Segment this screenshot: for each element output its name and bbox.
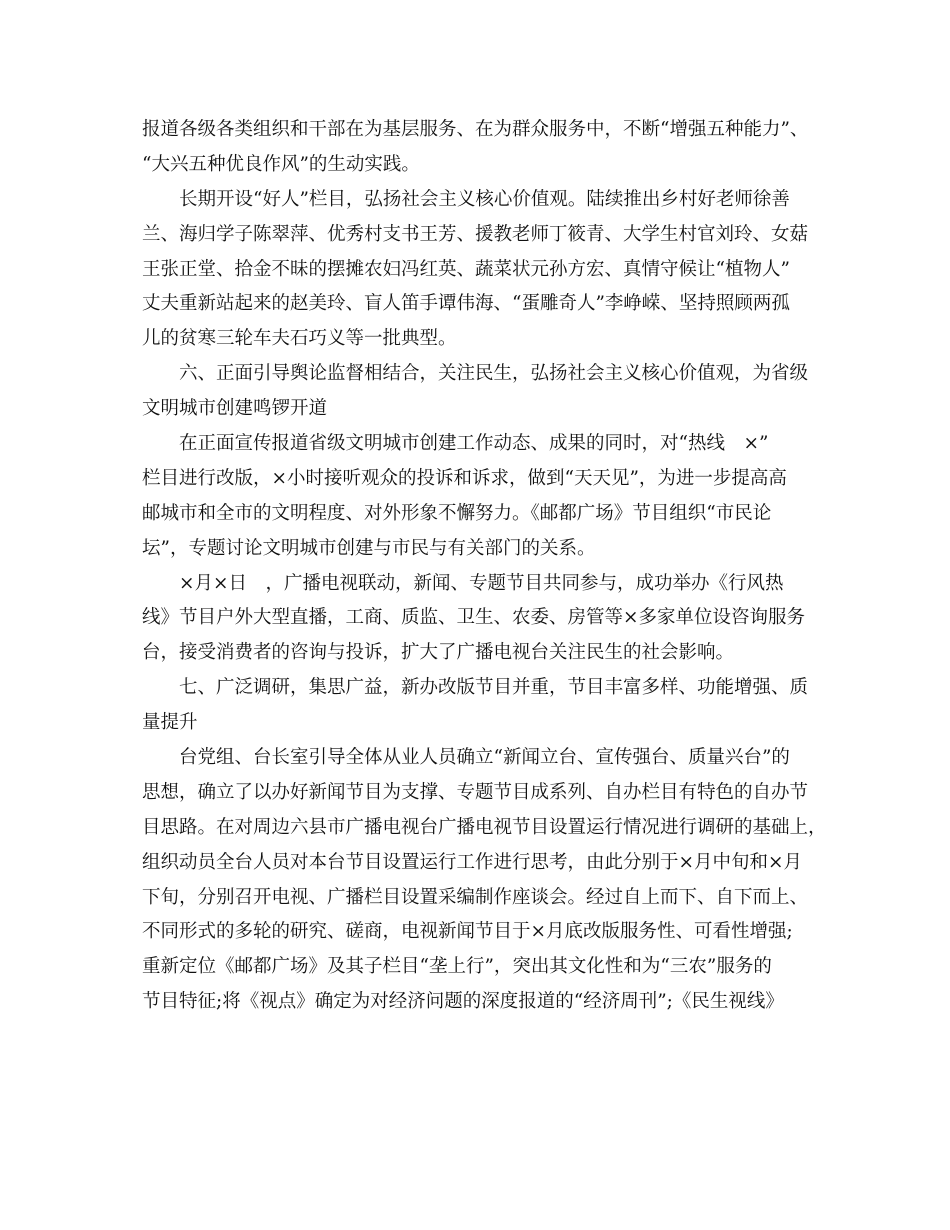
section-heading-line: 量提升 xyxy=(142,712,198,734)
paragraph-start-line: 长期开设“好人”栏目，弘扬社会主义核心价值观。陆续推出乡村好老师徐善 xyxy=(179,188,790,210)
text-line: 兰、海归学子陈翠萍、优秀村支书王芳、援教老师丁筱青、大学生村官刘玲、女菇 xyxy=(142,223,809,245)
text-line: 台，接受消费者的咨询与投诉，扩大了广播电视台关注民生的社会影响。 xyxy=(142,642,735,664)
text-line: 栏目进行改版，×小时接听观众的投诉和诉求，做到“天天见”，为进一步提高高 xyxy=(142,467,787,489)
section-heading-line: 六、正面引导舆论监督相结合，关注民生，弘扬社会主义核心价值观，为省级 xyxy=(179,363,809,385)
text-line: 坛”，专题讨论文明城市创建与市民与有关部门的关系。 xyxy=(142,537,596,559)
text-line: 王张正堂、拾金不昧的摆摊农妇冯红英、蔬菜状元孙方宏、真情守候让“植物人” xyxy=(142,258,790,280)
text-line: 重新定位《邮都广场》及其子栏目“垄上行”，突出其文化性和为“三农”服务的 xyxy=(142,956,772,978)
paragraph-start-line: ×月×日 ，广播电视联动，新闻、专题节目共同参与，成功举办《行风热 xyxy=(179,572,784,594)
text-line: 目思路。在对周边六县市广播电视台广播电视节目设置运行情况进行调研的基础上， xyxy=(142,816,827,838)
document-body xyxy=(142,113,827,1020)
paragraph-start-line: 台党组、台长室引导全体从业人员确立“新闻立台、宣传强台、质量兴台”的 xyxy=(179,747,790,769)
section-heading-line: 文明城市创建鸣锣开道 xyxy=(142,398,328,420)
text-line: 组织动员全台人员对本台节目设置运行工作进行思考，由此分别于×月中旬和×月 xyxy=(142,851,803,873)
text-line: 邮城市和全市的文明程度、对外形象不懈努力。《邮都广场》节目组织“市民论 xyxy=(142,502,772,524)
text-line: 不同形式的多轮的研究、磋商，电视新闻节目于×月底改版服务性、可看性增强; xyxy=(142,921,793,943)
text-line: 线》节目户外大型直播，工商、质监、卫生、农委、房管等×多家单位设咨询服务 xyxy=(142,607,806,629)
text-line: 儿的贫寒三轮车夫石巧义等一批典型。 xyxy=(142,328,457,350)
text-line: 下旬，分别召开电视、广播栏目设置采编制作座谈会。经过自上而下、自下而上、 xyxy=(142,886,809,908)
text-line: 思想，确立了以办好新闻节目为支撑、专题节目成系列、自办栏目有特色的自办节 xyxy=(142,781,809,803)
paragraph-start-line: 在正面宣传报道省级文明城市创建工作动态、成果的同时，对“热线 ×” xyxy=(179,433,769,455)
text-line: 丈夫重新站起来的赵美玲、盲人笛手谭伟海、“蛋雕奇人”李峥嵘、坚持照顾两孤 xyxy=(142,293,790,315)
text-line: “大兴五种优良作风”的生动实践。 xyxy=(142,153,420,175)
text-line: 报道各级各类组织和干部在为基层服务、在为群众服务中，不断“增强五种能力”、 xyxy=(142,119,809,140)
section-heading-line: 七、广泛调研，集思广益，新办改版节目并重，节目丰富多样、功能增强、质 xyxy=(179,677,809,699)
text-line: 节目特征;将《视点》确定为对经济问题的深度报道的“经济周刊”;《民生视线》 xyxy=(142,991,784,1013)
